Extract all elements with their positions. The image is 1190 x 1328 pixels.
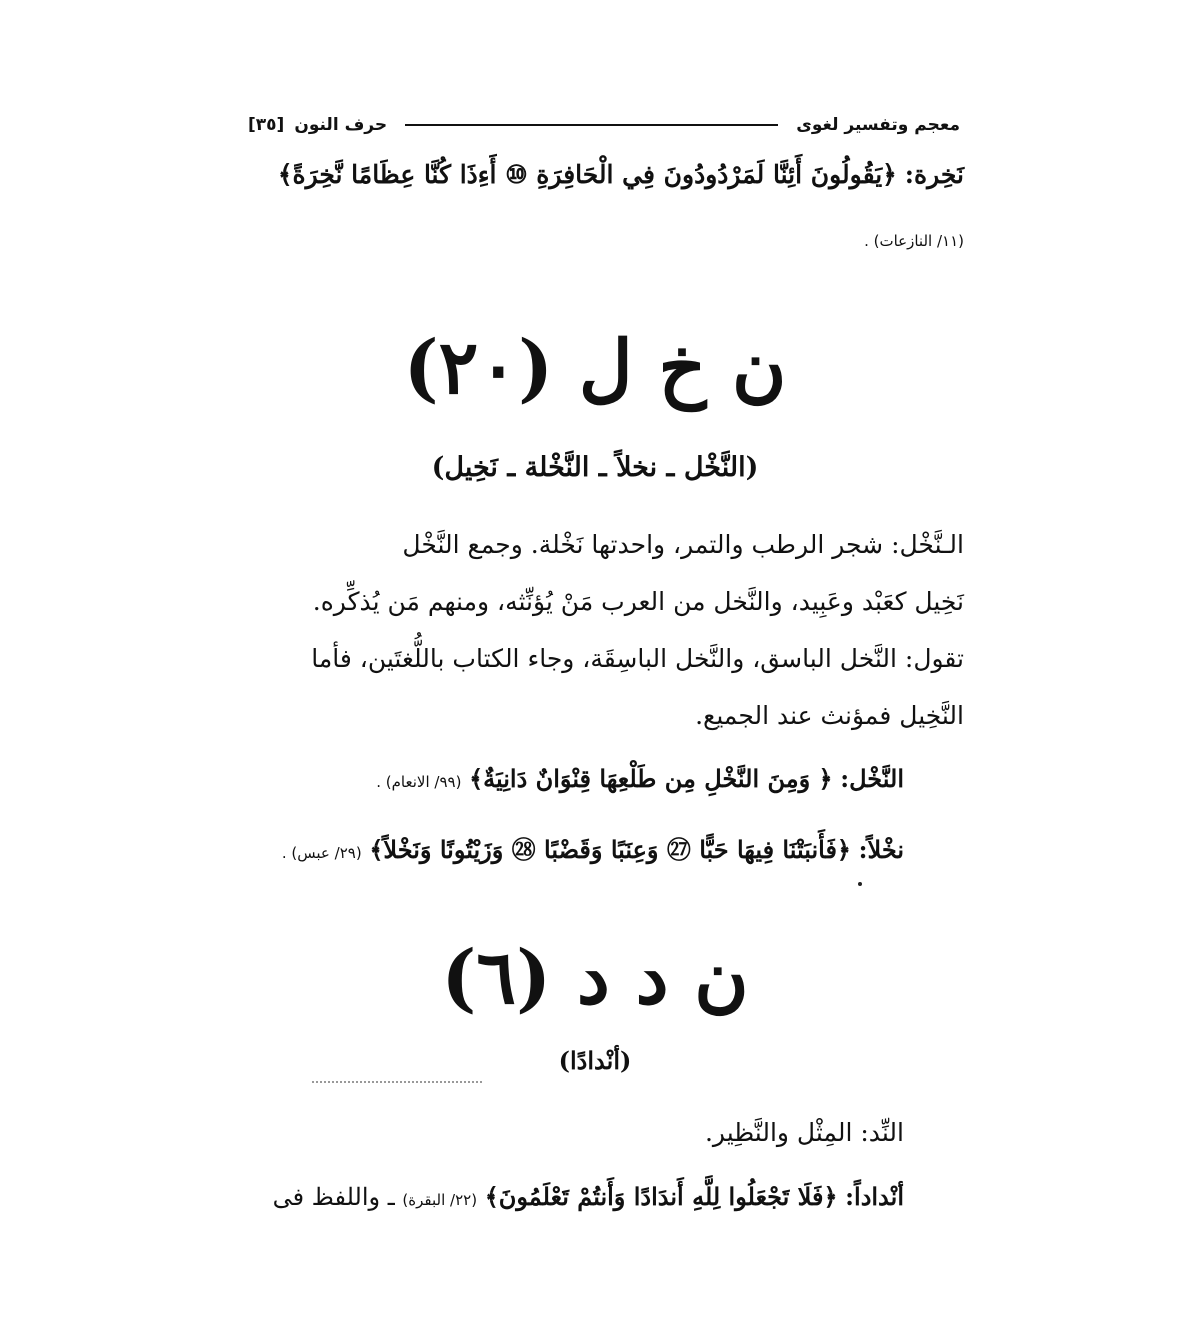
header-rule (405, 124, 778, 126)
entry-word: نَخِرة: (904, 160, 964, 189)
derived-forms: (أنْدادًا) (558, 1046, 632, 1075)
example-line (282, 830, 904, 865)
root-heading: ن د د (٦) (441, 935, 749, 1021)
verse-reference: (٩٩/ الانعام) . (376, 773, 462, 791)
verse-reference: (١١/ النازعات) . (864, 232, 964, 250)
quran-verse: ﴿فَأَنبَتْنَا فِيهَا حَبًّا ㉗ وَعِنَبًا وَقَضْبًا ㉘ وَزَيْتُونًا وَنَخْلاً﴾ (369, 835, 851, 864)
definition-line: النَّخِيل فمؤنث عند الجميع. (695, 701, 964, 730)
trailing-text: ـ واللفظ فى (272, 1183, 395, 1211)
quran-verse: ﴿ وَمِنَ النَّخْلِ مِن طَلْعِهَا قِنْوَانٌ دَانِيَةٌ﴾ (469, 764, 833, 793)
book-title: معجم وتفسير لغوى (796, 115, 960, 135)
header-section-group (248, 115, 387, 135)
example-word: النَّخْل: (840, 764, 904, 793)
continuation-entry-line (278, 160, 964, 189)
definition-paragraph (234, 516, 964, 744)
derived-forms: (النَّخْل ـ نخلاً ـ النَّخْلة ـ نَخِيل) (431, 452, 759, 483)
page-number: [٣٥] (248, 115, 285, 135)
print-speck (858, 882, 862, 886)
definition-line: الـنَّخْل: شجر الرطب والتمر، واحدتها نَخْلة. وجمع النَّخْل (402, 530, 964, 559)
example-line (376, 764, 904, 793)
example-word: نخْلاً: (858, 835, 904, 864)
definition-line: النِّد: المِثْل والنَّظِير. (704, 1118, 904, 1147)
quran-verse: ﴿فَلَا تَجْعَلُوا لِلَّهِ أَندَادًا وَأَنتُمْ تَعْلَمُونَ﴾ (484, 1182, 838, 1211)
running-header (248, 110, 960, 140)
definition-line: تقول: النَّخل الباسق، والنَّخل الباسِقَة، وجاء الكتاب باللُّغتَين، فأما (311, 644, 964, 673)
definition-line: نَخِيل كعَبْد وعَبِيد، والنَّخل من العرب مَنْ يُؤنِّثه، ومنهم مَن يُذكِّره. (312, 587, 964, 616)
verse-reference: (٢٩/ عبس) . (281, 844, 362, 862)
quran-verse: ﴿يَقُولُونَ أَئِنَّا لَمَرْدُودُونَ فِي الْحَافِرَةِ ⑩ أَءِذَا كُنَّا عِظَامًا نَّخِرَةً﴾ (277, 160, 897, 189)
example-word: أنْداداً: (845, 1182, 904, 1211)
root-heading: ن خ ل (٢٠) (403, 325, 787, 411)
print-artifact (312, 1081, 482, 1087)
section-name: حرف النون (294, 115, 388, 135)
verse-reference: (٢٢/ البقرة) (402, 1191, 478, 1209)
example-line (273, 1182, 904, 1211)
